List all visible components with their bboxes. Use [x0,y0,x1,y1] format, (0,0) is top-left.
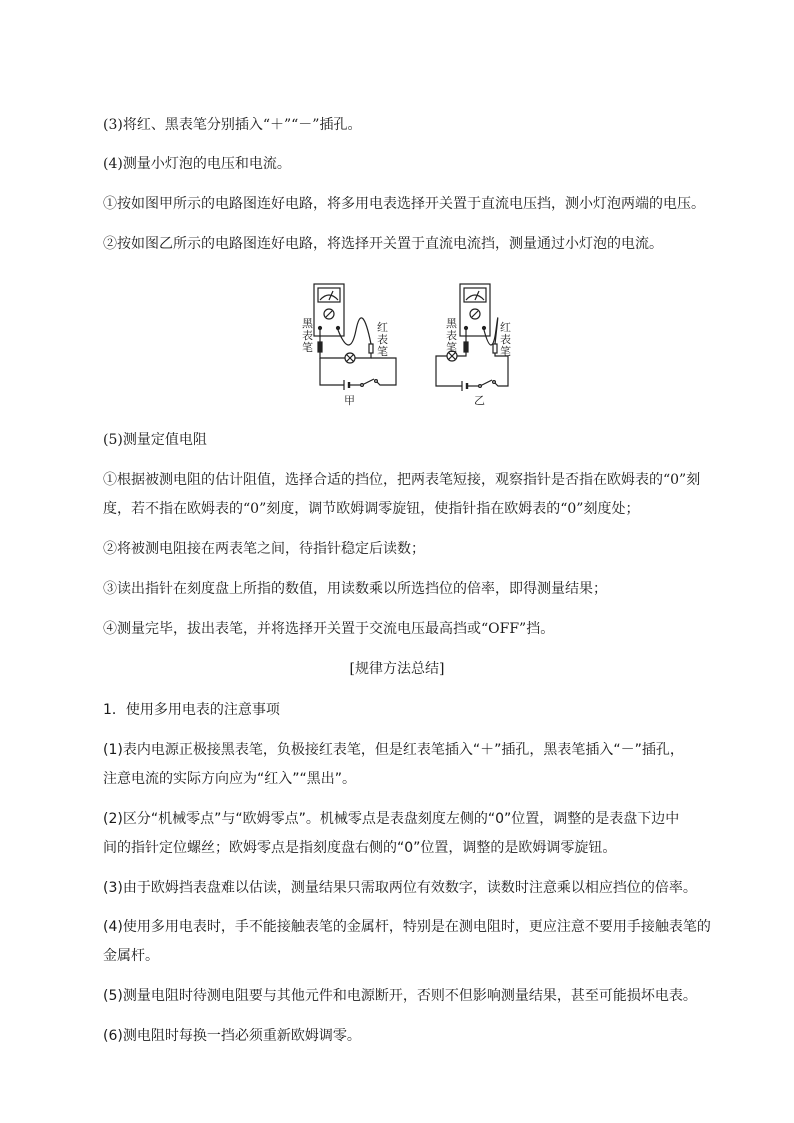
summary-heading: [规律方法总结] [349,661,445,677]
note-2-line-2: 间的指针定位螺丝；欧姆零点是指刻度盘右侧的“0”位置，调整的是欧姆调零旋钮。 [103,840,617,856]
section-5-title: (5)测量定值电阻 [103,432,207,448]
note-4-line-1: (4)使用多用电表时，手不能接触表笔的金属杆，特别是在测电阻时，更应注意不要用手接触表笔的 [103,919,711,935]
red-probe-label-b-1: 红 [500,321,511,334]
section-5-item-1-line-2: 度，若不指在欧姆表的“0”刻度，调节欧姆调零旋钮，使指针指在欧姆表的“0”刻度处； [103,501,640,517]
red-probe-label-a-3: 笔 [377,345,388,358]
note-1-line-1: (1)表内电源正极接黑表笔，负极接红表笔，但是红表笔插入“＋”插孔，黑表笔插入“－”插孔， [103,742,684,758]
red-probe-label-a-1: 红 [377,321,388,334]
step-3-text: (3)将红、黑表笔分别插入“＋”“－”插孔。 [103,117,362,133]
section-5-item-4: ④测量完毕，拔出表笔，并将选择开关置于交流电压最高挡或“OFF”挡。 [103,621,555,637]
note-4-line-2: 金属杆。 [103,948,159,964]
step-4-text: (4)测量小灯泡的电压和电流。 [103,156,291,172]
step-4-1-text: ①按如图甲所示的电路图连好电路，将多用电表选择开关置于直流电压挡，测小灯泡两端的电压。 [103,196,705,212]
black-probe-label-a-1: 黑 [302,317,313,330]
black-probe-label-b-1: 黑 [446,317,457,330]
note-2-line-1: (2)区分“机械零点”与“欧姆零点”。机械零点是表盘刻度左侧的“0”位置，调整的是表盘下边中 [103,811,680,827]
note-3: (3)由于欧姆挡表盘难以估读，测量结果只需取两位有效数字，读数时注意乘以相应挡位的倍率。 [103,880,697,896]
section-5-item-3: ③读出指针在刻度盘上所指的数值，用读数乘以所选挡位的倍率，即得测量结果； [103,581,607,597]
black-probe-label-b-2: 表 [446,329,457,342]
red-probe-label-b-2: 表 [500,333,511,346]
black-probe-label-a-2: 表 [302,329,313,342]
section-5-item-2: ②将被测电阻接在两表笔之间，待指针稳定后读数； [103,541,425,557]
black-probe-label-b-3: 笔 [446,341,457,354]
summary-item-title: 1．使用多用电表的注意事项 [103,702,280,718]
note-5: (5)测量电阻时待测电阻要与其他元件和电源断开，否则不但影响测量结果，甚至可能损坏电表。 [103,988,697,1004]
section-5-item-1-line-1: ①根据被测电阻的估计阻值，选择合适的挡位，把两表笔短接，观察指针是否指在欧姆表的“0”刻 [103,472,701,488]
step-4-2-text: ②按如图乙所示的电路图连好电路，将选择开关置于直流电流挡，测量通过小灯泡的电流。 [103,236,663,252]
note-1-line-2: 注意电流的实际方向应为“红入”“黑出”。 [103,771,357,787]
figure-caption-a: 甲 [344,394,355,407]
red-probe-label-a-2: 表 [377,333,388,346]
figure-caption-b: 乙 [474,394,485,407]
note-6: (6)测电阻时每换一挡必须重新欧姆调零。 [103,1028,361,1044]
red-probe-label-b-3: 笔 [500,345,511,358]
black-probe-label-a-3: 笔 [302,341,313,354]
